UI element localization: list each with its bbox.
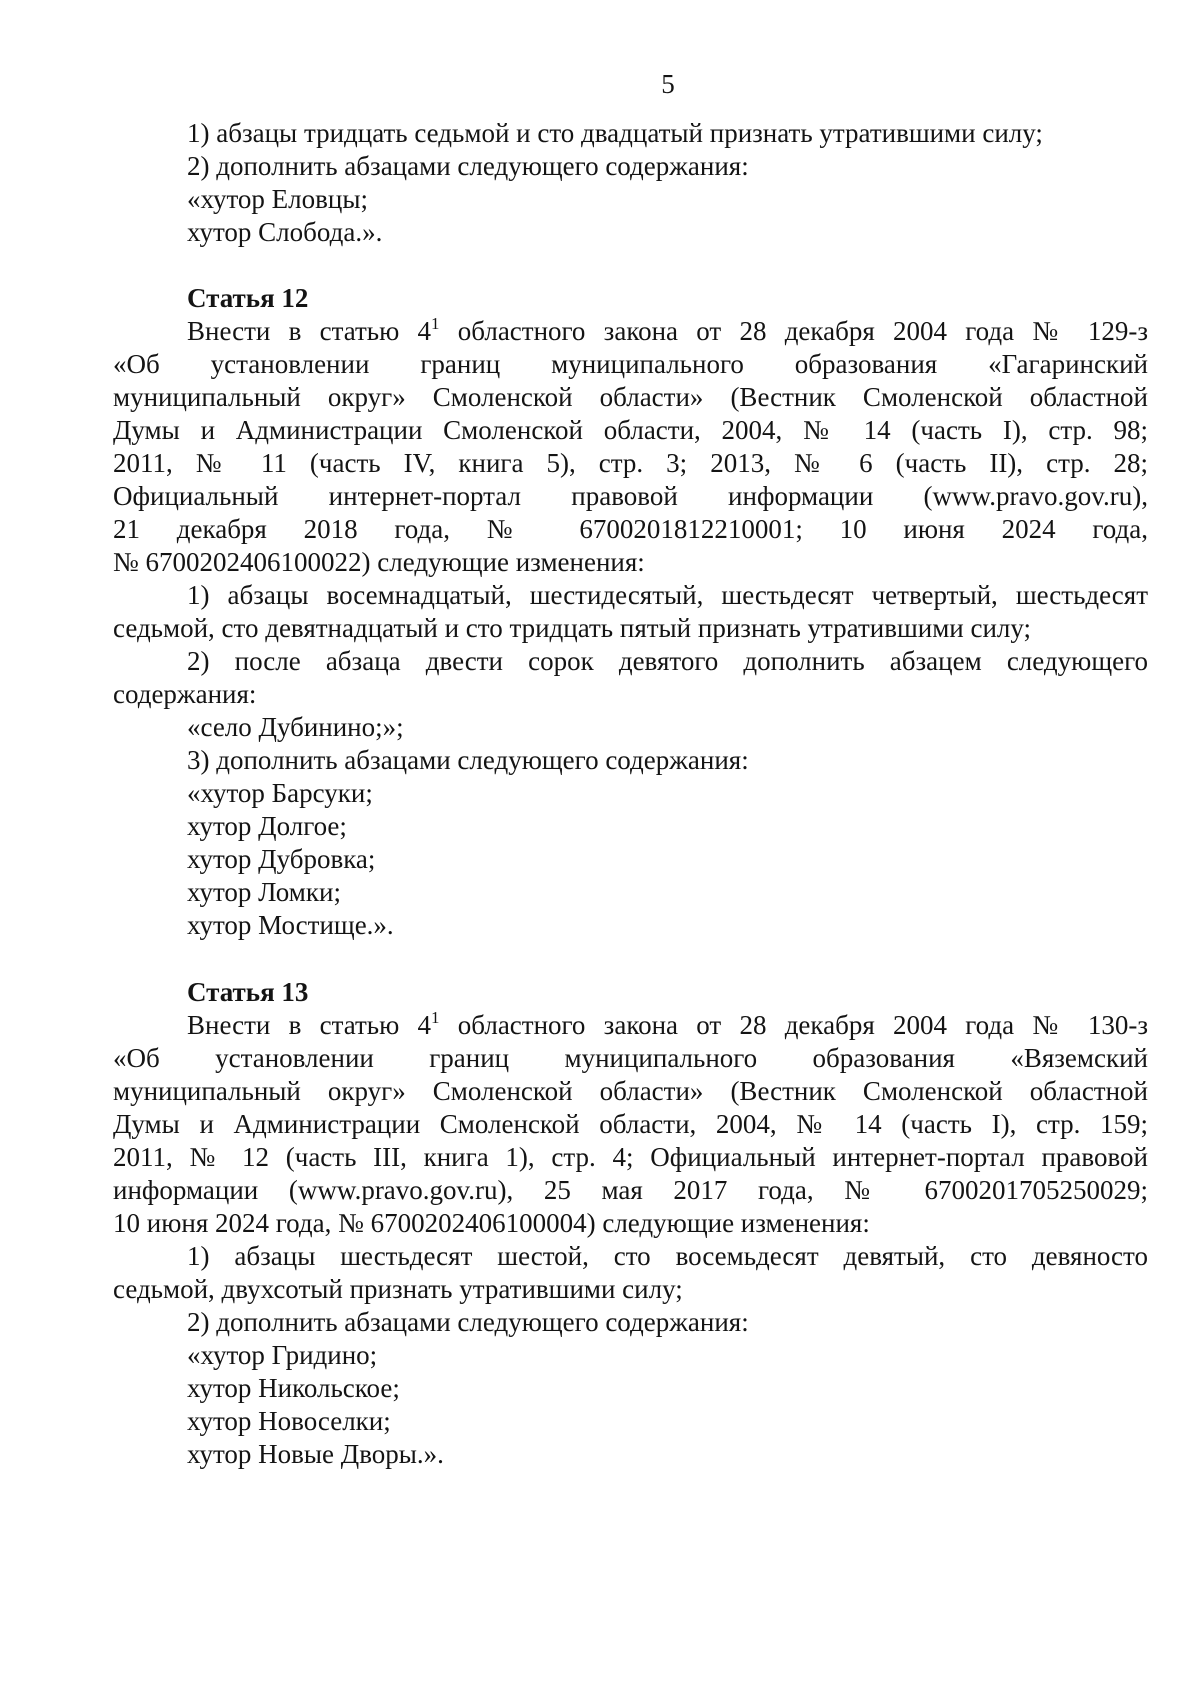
paragraph-line: информации (www.pravo.gov.ru), 25 мая 2017 года, № 6700201705250029; (113, 1175, 1148, 1205)
paragraph-line: 10 июня 2024 года, № 6700202406100004) следующие изменения: (113, 1208, 870, 1238)
list-item: хутор Мостище.». (187, 910, 394, 940)
list-item: хутор Долгое; (187, 811, 347, 841)
article-12 (113, 282, 1148, 942)
paragraph-text: Внести в статью 4 (187, 1010, 432, 1040)
paragraph-text: областного закона от 28 декабря 2004 года № 130-з (439, 1010, 1149, 1040)
paragraph-line (113, 1009, 1148, 1042)
paragraph-line: «Об установлении границ муниципального образования «Гагаринский (113, 349, 1148, 379)
amendment-item-2-cont: содержания: (113, 679, 257, 709)
amendment-item-2: 2) дополнить абзацами следующего содержания: (187, 1307, 749, 1337)
amendment-item-2: 2) после абзаца двести сорок девятого дополнить абзацем следующего (187, 646, 1148, 676)
superscript: 1 (431, 314, 440, 333)
paragraph-line: 21 декабря 2018 года, № 6700201812210001; 10 июня 2024 года, (113, 514, 1148, 544)
list-item: хутор Новоселки; (187, 1406, 391, 1436)
intro-item-2: 2) дополнить абзацами следующего содержания: (187, 151, 749, 181)
list-item: хутор Дубровка; (187, 844, 376, 874)
superscript: 1 (431, 1008, 440, 1027)
paragraph-line: «Об установлении границ муниципального образования «Вяземский (113, 1043, 1148, 1073)
page-number: 5 (661, 69, 675, 99)
amendment-item-1: 1) абзацы восемнадцатый, шестидесятый, шестьдесят четвертый, шестьдесят (187, 580, 1148, 610)
amendment-item-1-cont: седьмой, двухсотый признать утратившими силу; (113, 1274, 683, 1304)
intro-block (113, 117, 1148, 249)
paragraph-line: № 6700202406100022) следующие изменения: (113, 547, 645, 577)
list-item: хутор Никольское; (187, 1373, 400, 1403)
paragraph-line: 2011, № 12 (часть III, книга 1), стр. 4; Официальный интернет-портал правовой (113, 1142, 1148, 1172)
quote-line: «село Дубинино;»; (187, 712, 404, 742)
paragraph-line: муниципальный округ» Смоленской области» (Вестник Смоленской областной (113, 1076, 1148, 1106)
paragraph-text: областного закона от 28 декабря 2004 года № 129-з (439, 316, 1149, 346)
intro-item-1: 1) абзацы тридцать седьмой и сто двадцатый признать утратившими силу; (187, 118, 1043, 148)
amendment-item-1-cont: седьмой, сто девятнадцатый и сто тридцать пятый признать утратившими силу; (113, 613, 1032, 643)
intro-quote-line: хутор Слобода.». (187, 217, 383, 247)
amendment-item-3: 3) дополнить абзацами следующего содержания: (187, 745, 749, 775)
list-item: хутор Новые Дворы.». (187, 1439, 444, 1469)
list-item: «хутор Барсуки; (187, 778, 373, 808)
paragraph-line: Официальный интернет-портал правовой информации (www.pravo.gov.ru), (113, 481, 1148, 511)
article-heading: Статья 13 (187, 977, 309, 1007)
paragraph-line: Думы и Администрации Смоленской области, 2004, № 14 (часть I), стр. 159; (113, 1109, 1148, 1139)
paragraph-line: муниципальный округ» Смоленской области» (Вестник Смоленской областной (113, 382, 1148, 412)
paragraph-line: 2011, № 11 (часть IV, книга 5), стр. 3; 2013, № 6 (часть II), стр. 28; (113, 448, 1148, 478)
article-heading: Статья 12 (187, 283, 309, 313)
paragraph-line (113, 315, 1148, 348)
intro-quote-line: «хутор Еловцы; (187, 184, 368, 214)
paragraph-text: Внести в статью 4 (187, 316, 432, 346)
paragraph-line: Думы и Администрации Смоленской области, 2004, № 14 (часть I), стр. 98; (113, 415, 1148, 445)
amendment-item-1: 1) абзацы шестьдесят шестой, сто восемьдесят девятый, сто девяносто (187, 1241, 1148, 1271)
list-item: «хутор Гридино; (187, 1340, 378, 1370)
list-item: хутор Ломки; (187, 877, 341, 907)
article-13 (113, 976, 1148, 1471)
